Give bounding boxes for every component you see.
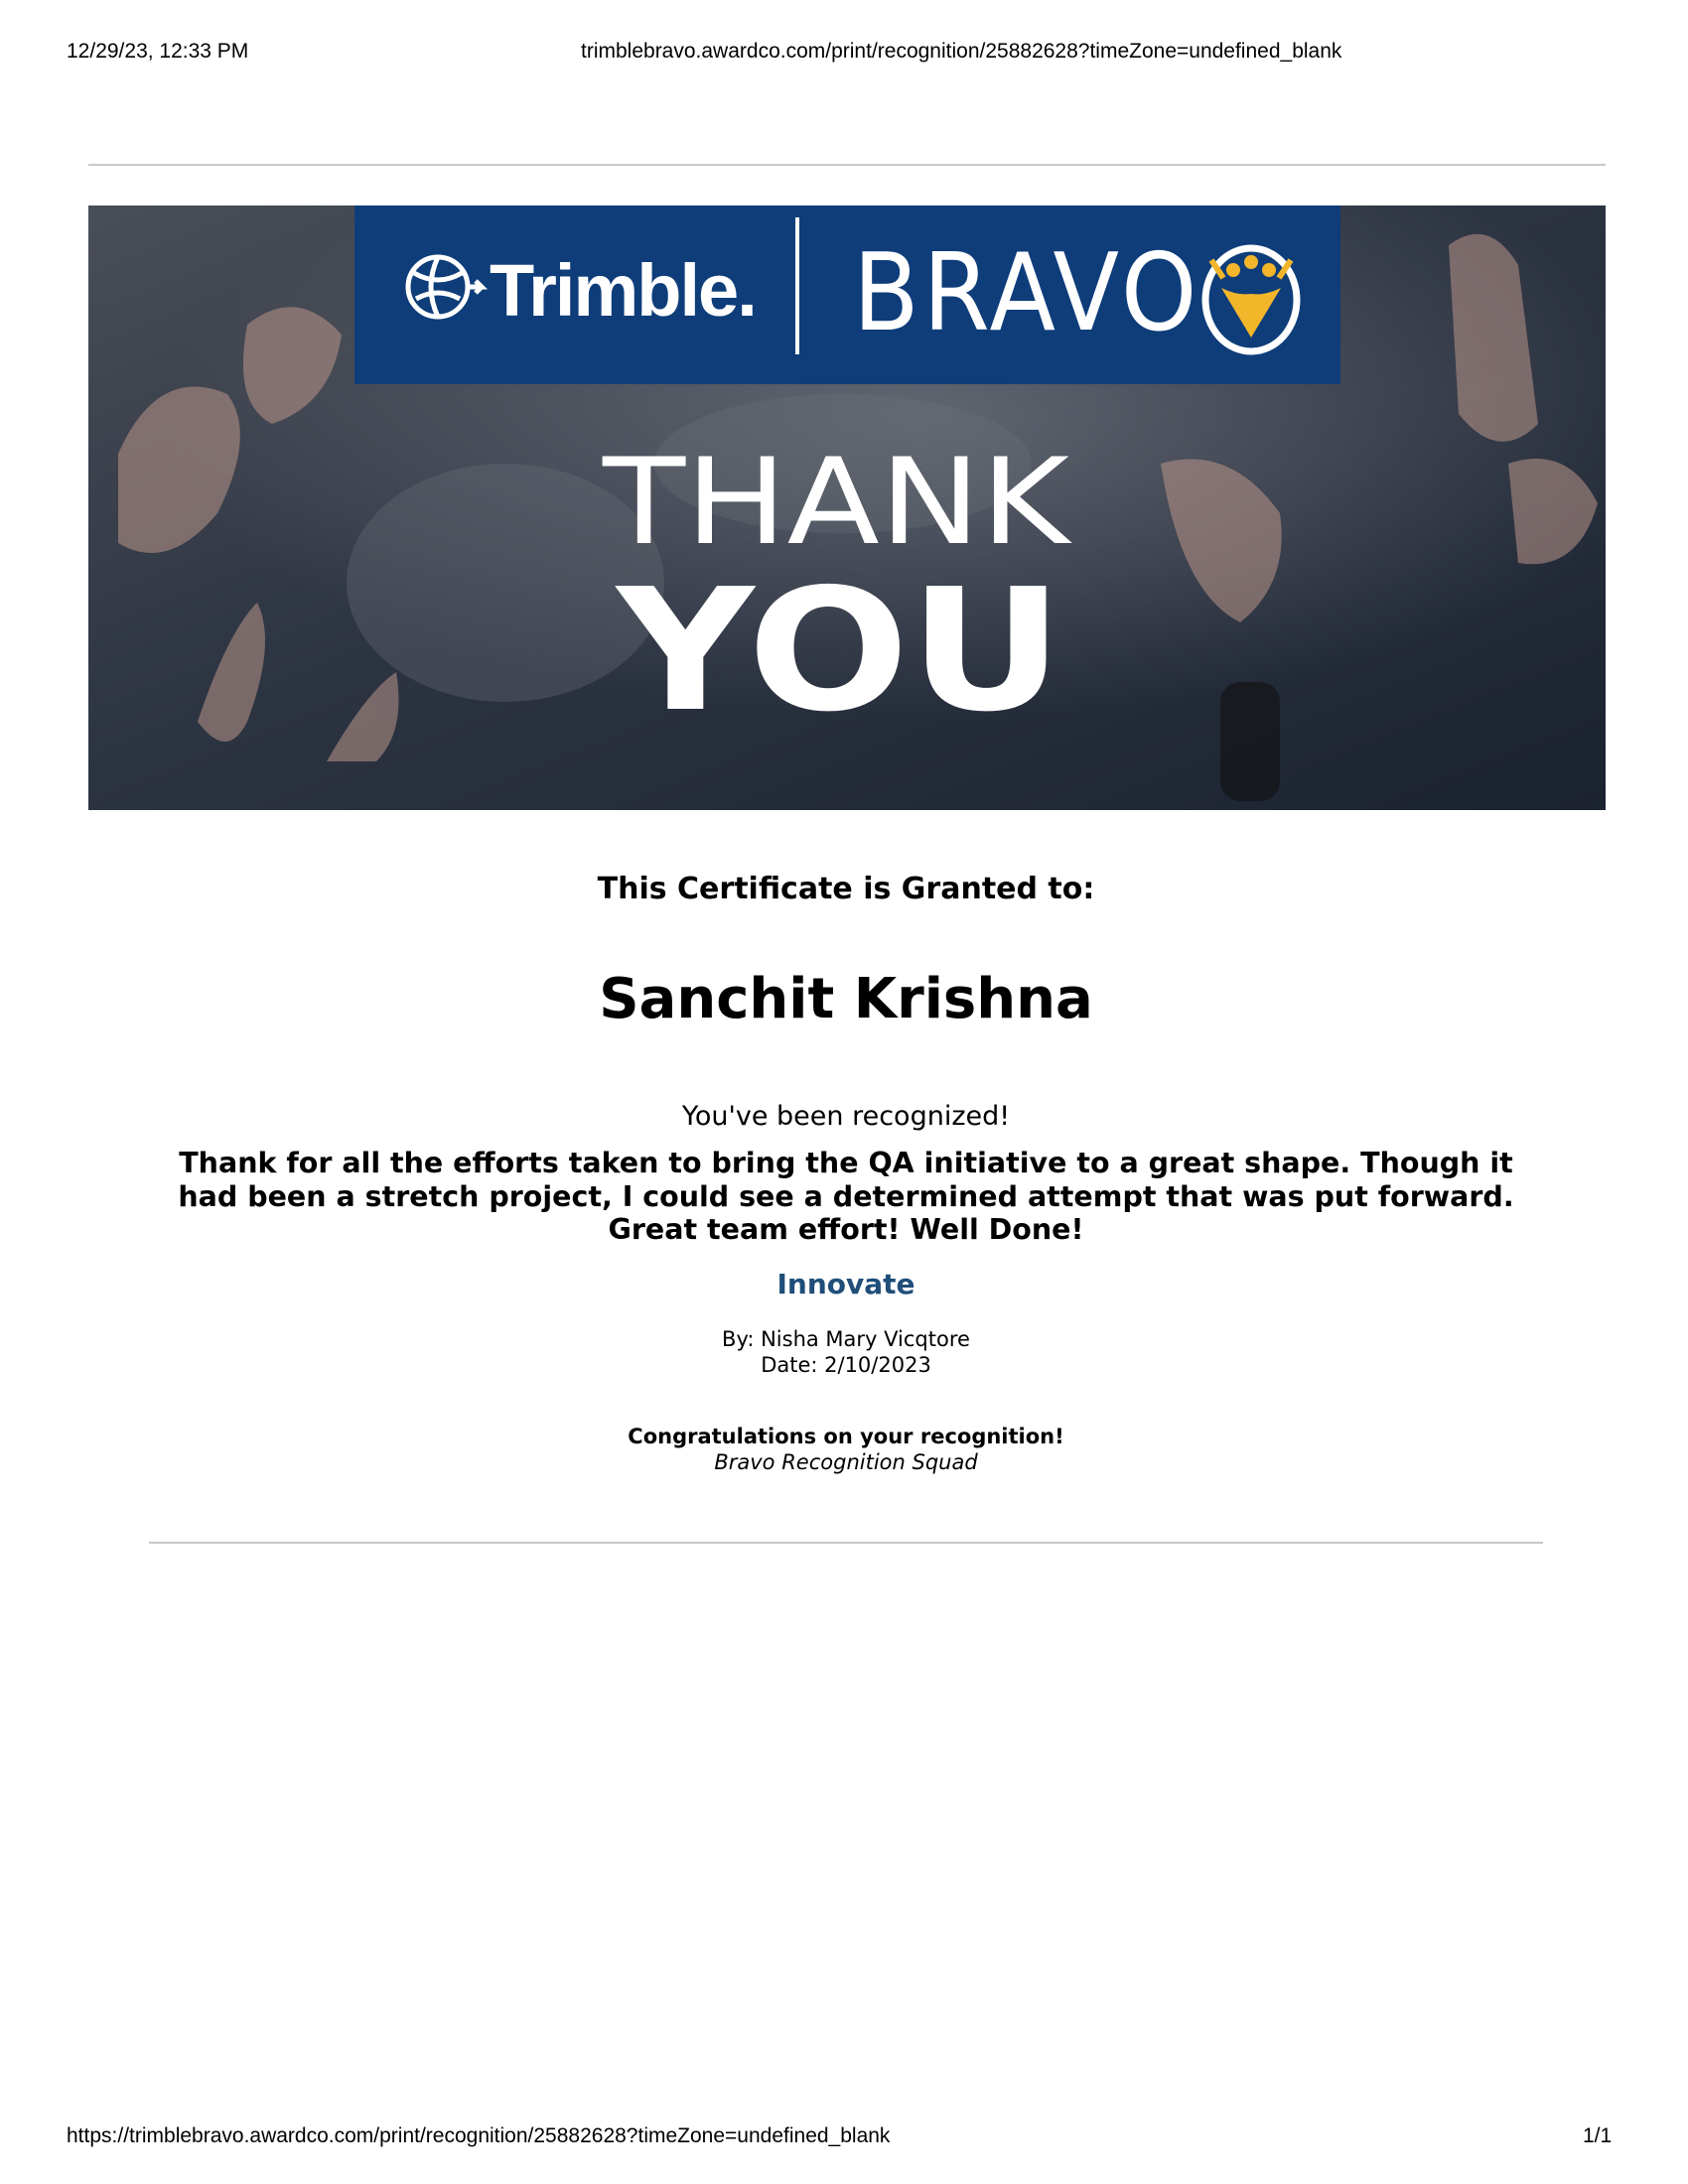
recipient-name: Sanchit Krishna bbox=[599, 967, 1093, 1031]
print-page-title: trimblebravo.awardco.com/print/recognition/25882628?timeZone=undefined_blank bbox=[581, 40, 1342, 63]
given-by: By: Nisha Mary Vicqtore bbox=[722, 1326, 970, 1351]
bottom-divider bbox=[149, 1542, 1543, 1544]
headline-you: YOU bbox=[614, 553, 1063, 750]
brand-divider bbox=[795, 217, 799, 354]
signature: Bravo Recognition Squad bbox=[714, 1449, 978, 1474]
recognition-meta bbox=[149, 1326, 1543, 1378]
recognition-message: Thank for all the efforts taken to bring the QA initiative to a great shape. Though it had been a stretch project, I could see a determined attempt that was put forward. Great team effort! Well Done! bbox=[178, 1147, 1514, 1246]
recognition-date: Date: 2/10/2023 bbox=[761, 1352, 931, 1377]
bravo-wordmark: BRAVO bbox=[853, 231, 1200, 355]
print-url: https://trimblebravo.awardco.com/print/recognition/25882628?timeZone=undefined_blank bbox=[67, 2124, 891, 2147]
congrats-text: Congratulations on your recognition! bbox=[628, 1424, 1064, 1448]
granted-label: This Certificate is Granted to: bbox=[597, 872, 1095, 906]
print-datetime: 12/29/23, 12:33 PM bbox=[67, 40, 249, 63]
thank-you-banner bbox=[88, 205, 1606, 810]
company-value-badge: Innovate bbox=[776, 1267, 915, 1300]
top-divider bbox=[88, 164, 1606, 166]
headline-thank: THANK bbox=[601, 434, 1073, 572]
trimble-wordmark: Trimble. bbox=[490, 249, 756, 332]
certificate-body bbox=[149, 864, 1543, 1475]
page-number: 1/1 bbox=[1583, 2124, 1613, 2147]
recognized-text: You've been recognized! bbox=[681, 1101, 1011, 1132]
